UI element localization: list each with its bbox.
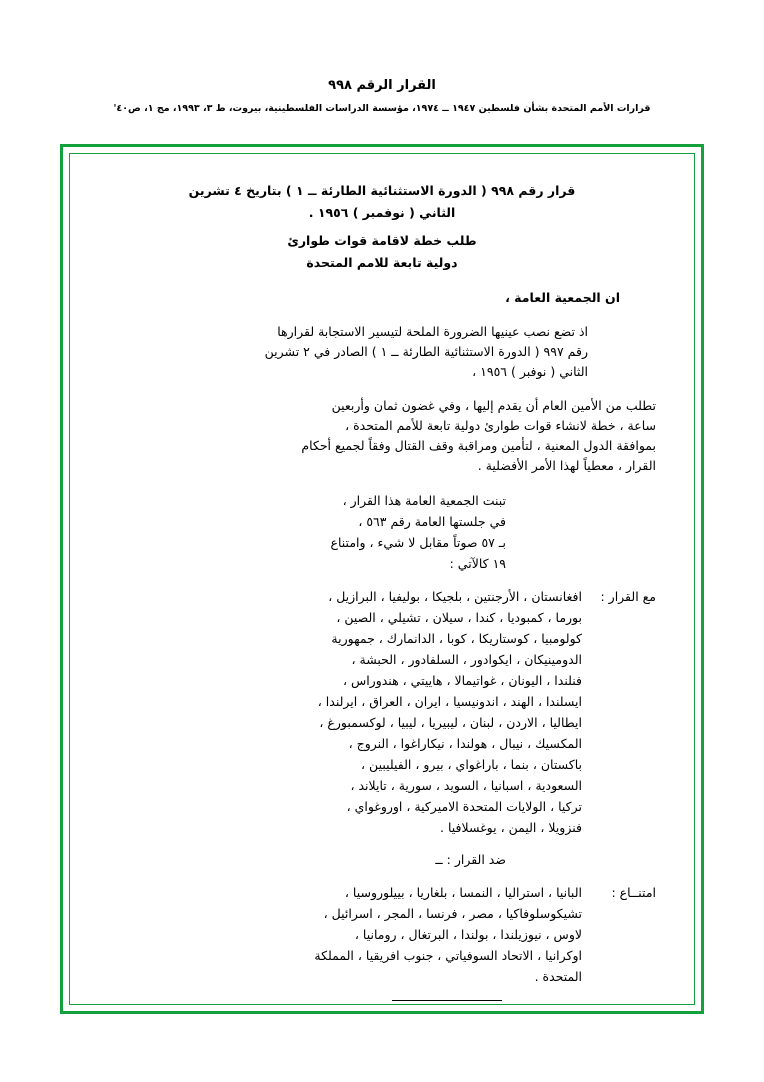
- resolution-subject-line-2: دولية تابعة للامم المتحدة: [306, 255, 458, 270]
- green-border-frame: [60, 144, 704, 1014]
- list-item: افغانستان ، الأرجنتين ، بلجيكا ، بوليفيا ، البرازيل ،: [328, 589, 582, 604]
- list-item: ايطاليا ، الاردن ، لبنان ، ليبيريا ، ليبيا ، لوكسمبورغ ،: [319, 715, 582, 730]
- list-item: باكستان ، بنما ، باراغواي ، بيرو ، الفيليبين ،: [361, 757, 582, 772]
- list-item: ايسلندا ، الهند ، اندونيسيا ، ايران ، العراق ، ايرلندا ،: [317, 694, 582, 709]
- preamble-line: اذ تضع نصب عينيها الضرورة الملحة لتيسير الاستجابة لقرارها: [277, 324, 588, 339]
- adoption-line: ١٩ كالآتي :: [449, 556, 506, 571]
- vote-in-favour-row: [108, 586, 656, 838]
- list-item: لاوس ، نيوزيلندا ، بولندا ، البرتغال ، رومانيا ،: [354, 927, 582, 942]
- preamble-title-block: [108, 288, 656, 308]
- page-title: القرار الرقم ٩٩٨: [328, 78, 436, 93]
- operative-line: ساعة ، خطة لانشاء قوات طوارئ دولية تابعة للأمم المتحدة ،: [345, 418, 656, 433]
- list-item: اوكرانيا ، الاتحاد السوفياتي ، جنوب افريقيا ، المملكة: [314, 948, 582, 963]
- list-item: تركيا ، الولايات المتحدة الاميركية ، اوروغواي ،: [346, 799, 582, 814]
- vote-abstained-label: امتنــاع :: [611, 885, 656, 900]
- green-border-frame-inner: [69, 153, 695, 1005]
- vote-against-row: [108, 850, 656, 870]
- list-item: الدومينيكان ، ايكوادور ، السلفادور ، الحبشة ،: [351, 652, 582, 667]
- resolution-heading-line-2: الثاني ( نوفمبر ) ١٩٥٦ .: [308, 205, 456, 220]
- list-item: المكسيك ، نيبال ، هولندا ، نيكاراغوا ، النروج ،: [348, 736, 582, 751]
- preamble-block: [108, 322, 656, 382]
- list-item: بورما ، كمبوديا ، كندا ، سيلان ، تشيلي ، الصين ،: [336, 610, 582, 625]
- preamble-line: رقم ٩٩٧ ( الدورة الاستثنائية الطارئة ــ ١ ) الصادر في ٢ تشرين: [264, 344, 588, 359]
- document-header: [0, 0, 764, 115]
- list-item: كولومبيا ، كوستاريكا ، كوبا ، الدانمارك ، جمهورية: [331, 631, 582, 646]
- list-item: السعودية ، اسبانيا ، السويد ، سورية ، تايلاند ،: [350, 778, 582, 793]
- vote-abstained-list: [108, 882, 582, 987]
- preamble-line: الثاني ( نوفبر ) ١٩٥٦ ،: [472, 364, 588, 379]
- horizontal-rule-icon: [392, 999, 502, 1001]
- preamble-title: ان الجمعية العامة ،: [505, 290, 620, 305]
- operative-line: بموافقة الدول المعنية ، لتأمين ومراقبة وقف القتال وفقاً لجميع أحكام: [301, 438, 656, 453]
- resolution-subject-line-1: طلب خطة لاقامة قوات طوارئ: [287, 233, 477, 248]
- resolution-subject: [108, 230, 656, 274]
- list-item: البانيا ، استراليا ، النمسا ، بلغاريا ، بييلوروسيا ،: [344, 885, 582, 900]
- adoption-block: [108, 490, 656, 574]
- end-rule: [108, 989, 656, 1009]
- operative-line: القرار ، معطياً لهذا الأمر الأفضلية .: [477, 458, 656, 473]
- resolution-body: [70, 154, 694, 1004]
- source-citation: قرارات الأمم المتحدة بشأن فلسطين ١٩٤٧ ــ ١٩٧٤، مؤسسة الدراسات الفلسطينية، بيروت، ط ٣، ١٩٩٣، مج ١، ص٤٠': [113, 103, 651, 114]
- operative-block: [108, 396, 656, 476]
- vote-against-label: ضد القرار : ــ: [435, 852, 506, 867]
- adoption-line: في جلستها العامة رقم ٥٦٣ ،: [358, 514, 506, 529]
- resolution-heading: [148, 180, 616, 224]
- list-item: فنزويلا ، اليمن ، يوغسلافيا .: [440, 820, 582, 835]
- adoption-line: تبنت الجمعية العامة هذا القرار ،: [342, 493, 506, 508]
- vote-in-favour-list: [108, 586, 582, 838]
- list-item: فنلندا ، اليونان ، غواتيمالا ، هاييتي ، هندوراس ،: [342, 673, 582, 688]
- adoption-line: بـ ٥٧ صوتاً مقابل لا شيء ، وامتناع: [330, 535, 506, 550]
- list-item: المتحدة .: [534, 969, 582, 984]
- resolution-heading-line-1: قرار رقم ٩٩٨ ( الدورة الاستثنائية الطارئة ــ ١ ) بتاريخ ٤ تشرين: [188, 183, 576, 198]
- vote-abstained-row: [108, 882, 656, 987]
- vote-in-favour-label: مع القرار :: [600, 589, 656, 604]
- operative-line: تطلب من الأمين العام أن يقدم إليها ، وفي غضون ثمان وأربعين: [331, 398, 656, 413]
- list-item: تشيكوسلوفاكيا ، مصر ، فرنسا ، المجر ، اسرائيل ،: [323, 906, 582, 921]
